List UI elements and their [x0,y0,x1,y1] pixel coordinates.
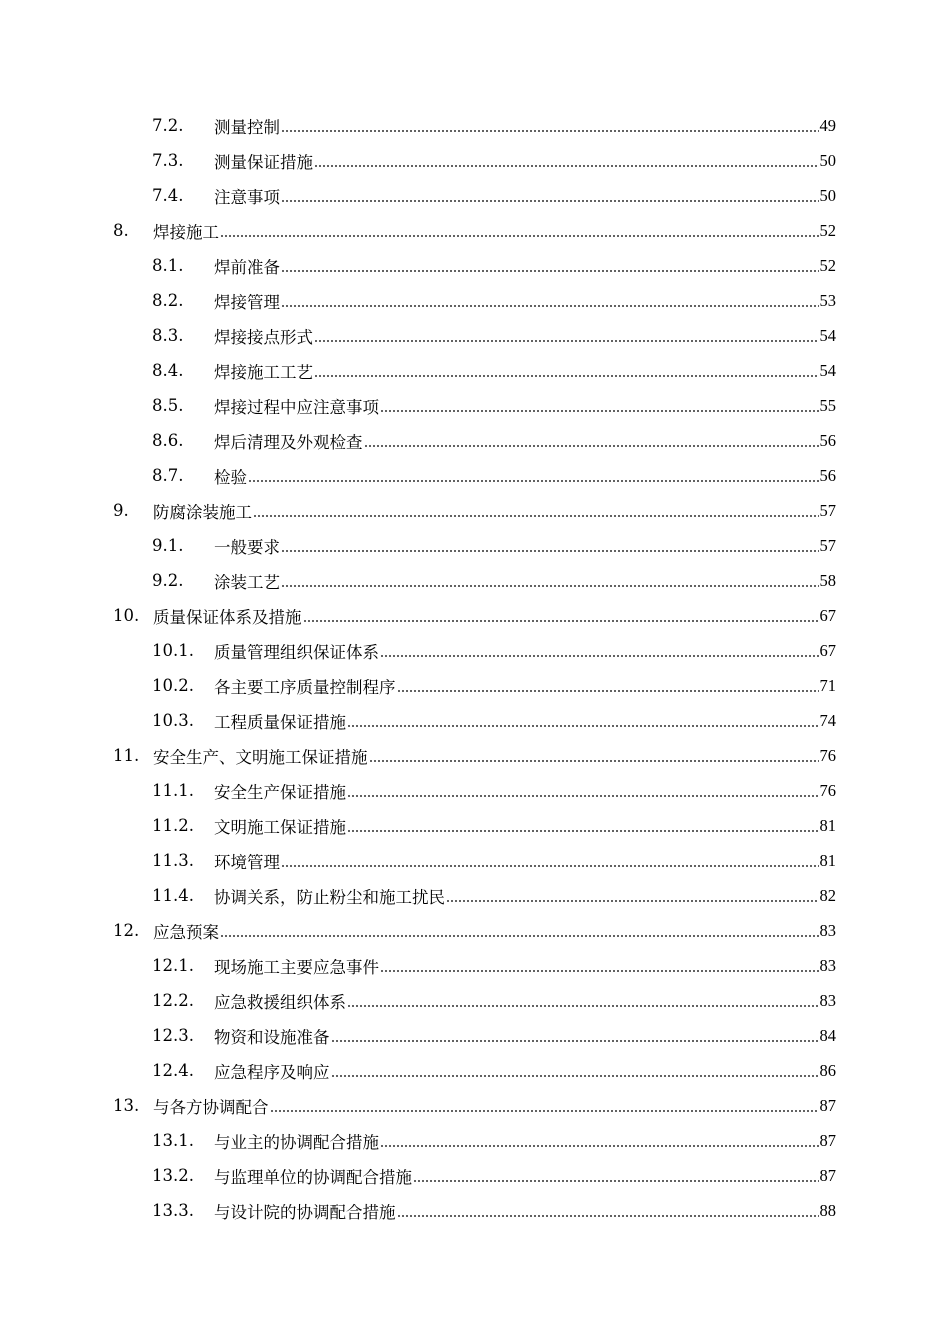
toc-entry-8-7[interactable] [0,458,950,493]
table-of-contents [0,108,950,1228]
toc-entry-8-2[interactable] [0,283,950,318]
toc-dot-leader [347,991,819,1008]
toc-entry-title: 质量保证体系及措施 [153,607,302,627]
toc-dot-leader [331,1061,819,1078]
toc-entry-title: 涂装工艺 [214,572,280,592]
toc-entry-number: 11.1. [152,781,194,800]
toc-entry-page: 57 [819,535,836,555]
toc-entry-number: 13. [113,1096,140,1115]
toc-entry-title: 注意事项 [214,187,280,207]
toc-entry-10-2[interactable] [0,668,950,703]
toc-entry-number: 8.4. [152,361,184,380]
toc-entry-10-1[interactable] [0,633,950,668]
toc-entry-page: 87 [819,1095,836,1115]
toc-entry-title: 安全生产保证措施 [214,782,346,802]
toc-entry-number: 11.2. [152,816,194,835]
toc-dot-leader [397,1201,819,1218]
toc-dot-leader [446,886,819,903]
toc-dot-leader [220,921,819,938]
toc-entry-title: 与设计院的协调配合措施 [214,1202,396,1222]
toc-entry-title: 焊接过程中应注意事项 [214,397,379,417]
toc-dot-leader [303,606,819,623]
toc-entry-page: 67 [819,640,836,660]
toc-dot-leader [281,571,819,588]
toc-entry-page: 56 [819,430,836,450]
toc-entry-title: 焊前准备 [214,257,280,277]
toc-entry-number: 10.2. [152,676,194,695]
toc-entry-12-4[interactable] [0,1053,950,1088]
toc-entry-number: 13.1. [152,1131,194,1150]
toc-entry-title: 焊后清理及外观检查 [214,432,363,452]
toc-entry-7-2[interactable] [0,108,950,143]
toc-dot-leader [347,711,819,728]
toc-entry-page: 76 [819,780,836,800]
toc-entry-number: 8.1. [152,256,184,275]
toc-entry-number: 12.2. [152,991,194,1010]
toc-dot-leader [314,151,819,168]
toc-dot-leader [380,396,819,413]
toc-entry-title: 工程质量保证措施 [214,712,346,732]
toc-entry-9-1[interactable] [0,528,950,563]
toc-entry-title: 焊接管理 [214,292,280,312]
toc-entry-8-3[interactable] [0,318,950,353]
toc-entry-number: 13.2. [152,1166,194,1185]
toc-entry-8-1[interactable] [0,248,950,283]
toc-entry-page: 86 [819,1060,836,1080]
toc-entry-page: 83 [819,955,836,975]
toc-entry-number: 9.2. [152,571,184,590]
toc-entry-12-3[interactable] [0,1018,950,1053]
toc-entry-number: 11. [113,746,140,765]
toc-entry-page: 53 [819,290,836,310]
toc-entry-number: 9.1. [152,536,184,555]
toc-entry-title: 应急程序及响应 [214,1062,330,1082]
toc-entry-page: 74 [819,710,836,730]
toc-dot-leader [347,781,819,798]
toc-entry-title: 防腐涂装施工 [153,502,252,522]
toc-entry-11-1[interactable] [0,773,950,808]
toc-entry-number: 12.1. [152,956,194,975]
toc-entry-number: 11.3. [152,851,194,870]
toc-dot-leader [270,1096,819,1113]
toc-dot-leader [380,1131,819,1148]
toc-entry-number: 12.4. [152,1061,194,1080]
toc-entry-number: 8.2. [152,291,184,310]
toc-entry-8[interactable] [0,213,950,248]
toc-dot-leader [347,816,819,833]
toc-entry-page: 50 [819,185,836,205]
toc-entry-page: 49 [819,115,836,135]
toc-dot-leader [281,256,819,273]
toc-entry-number: 10.1. [152,641,194,660]
toc-dot-leader [331,1026,819,1043]
toc-entry-page: 88 [819,1200,836,1220]
toc-entry-10[interactable] [0,598,950,633]
toc-dot-leader [253,501,819,518]
toc-entry-12[interactable] [0,913,950,948]
toc-entry-11-3[interactable] [0,843,950,878]
toc-entry-7-4[interactable] [0,178,950,213]
toc-dot-leader [413,1166,819,1183]
toc-dot-leader [364,431,819,448]
toc-entry-title: 环境管理 [214,852,280,872]
toc-entry-title: 协调关系，防止粉尘和施工扰民 [214,887,445,907]
toc-dot-leader [281,186,819,203]
toc-entry-number: 7.3. [152,151,184,170]
toc-entry-title: 物资和设施准备 [214,1027,330,1047]
toc-dot-leader [248,466,819,483]
toc-entry-page: 52 [819,255,836,275]
toc-entry-13-2[interactable] [0,1158,950,1193]
toc-dot-leader [281,536,819,553]
toc-entry-page: 82 [819,885,836,905]
toc-entry-number: 8. [113,221,129,240]
toc-entry-11[interactable] [0,738,950,773]
toc-entry-title: 检验 [214,467,247,487]
toc-entry-title: 文明施工保证措施 [214,817,346,837]
toc-dot-leader [397,676,819,693]
toc-entry-page: 50 [819,150,836,170]
toc-entry-7-3[interactable] [0,143,950,178]
toc-entry-page: 87 [819,1165,836,1185]
toc-entry-title: 焊接施工 [153,222,219,242]
toc-entry-title: 安全生产、文明施工保证措施 [153,747,368,767]
toc-entry-page: 83 [819,990,836,1010]
toc-entry-title: 应急预案 [153,922,219,942]
toc-entry-number: 8.3. [152,326,184,345]
toc-entry-number: 12. [113,921,140,940]
toc-entry-11-2[interactable] [0,808,950,843]
toc-entry-page: 52 [819,220,836,240]
toc-entry-page: 81 [819,850,836,870]
toc-entry-12-1[interactable] [0,948,950,983]
toc-entry-9-2[interactable] [0,563,950,598]
toc-entry-title: 与监理单位的协调配合措施 [214,1167,412,1187]
toc-entry-title: 与业主的协调配合措施 [214,1132,379,1152]
toc-dot-leader [369,746,819,763]
toc-entry-page: 84 [819,1025,836,1045]
toc-dot-leader [281,851,819,868]
toc-entry-page: 54 [819,325,836,345]
toc-entry-number: 7.2. [152,116,184,135]
toc-entry-number: 13.3. [152,1201,194,1220]
toc-entry-page: 67 [819,605,836,625]
toc-entry-12-2[interactable] [0,983,950,1018]
toc-entry-title: 测量保证措施 [214,152,313,172]
toc-entry-page: 71 [819,675,836,695]
toc-entry-10-3[interactable] [0,703,950,738]
toc-entry-page: 56 [819,465,836,485]
toc-dot-leader [314,361,819,378]
toc-entry-number: 12.3. [152,1026,194,1045]
toc-entry-number: 8.7. [152,466,184,485]
toc-entry-page: 54 [819,360,836,380]
toc-entry-title: 各主要工序质量控制程序 [214,677,396,697]
toc-entry-number: 10. [113,606,140,625]
toc-entry-title: 质量管理组织保证体系 [214,642,379,662]
toc-entry-8-5[interactable] [0,388,950,423]
toc-entry-13[interactable] [0,1088,950,1123]
toc-entry-page: 83 [819,920,836,940]
toc-entry-page: 57 [819,500,836,520]
toc-entry-page: 55 [819,395,836,415]
toc-entry-number: 9. [113,501,129,520]
toc-entry-page: 87 [819,1130,836,1150]
toc-entry-title: 现场施工主要应急事件 [214,957,379,977]
toc-entry-number: 11.4. [152,886,194,905]
toc-dot-leader [380,641,819,658]
toc-entry-8-6[interactable] [0,423,950,458]
toc-entry-8-4[interactable] [0,353,950,388]
toc-entry-page: 76 [819,745,836,765]
toc-entry-page: 58 [819,570,836,590]
toc-entry-title: 测量控制 [214,117,280,137]
toc-entry-13-3[interactable] [0,1193,950,1228]
toc-entry-13-1[interactable] [0,1123,950,1158]
toc-entry-title: 与各方协调配合 [153,1097,269,1117]
toc-dot-leader [281,116,819,133]
toc-entry-title: 焊接施工工艺 [214,362,313,382]
toc-entry-page: 81 [819,815,836,835]
toc-dot-leader [314,326,819,343]
toc-dot-leader [281,291,819,308]
toc-entry-9[interactable] [0,493,950,528]
toc-entry-title: 应急救援组织体系 [214,992,346,1012]
toc-entry-title: 焊接接点形式 [214,327,313,347]
toc-entry-number: 10.3. [152,711,194,730]
toc-entry-number: 8.6. [152,431,184,450]
toc-entry-11-4[interactable] [0,878,950,913]
toc-dot-leader [380,956,819,973]
toc-dot-leader [220,221,819,238]
toc-entry-number: 8.5. [152,396,184,415]
toc-entry-title: 一般要求 [214,537,280,557]
toc-entry-number: 7.4. [152,186,184,205]
